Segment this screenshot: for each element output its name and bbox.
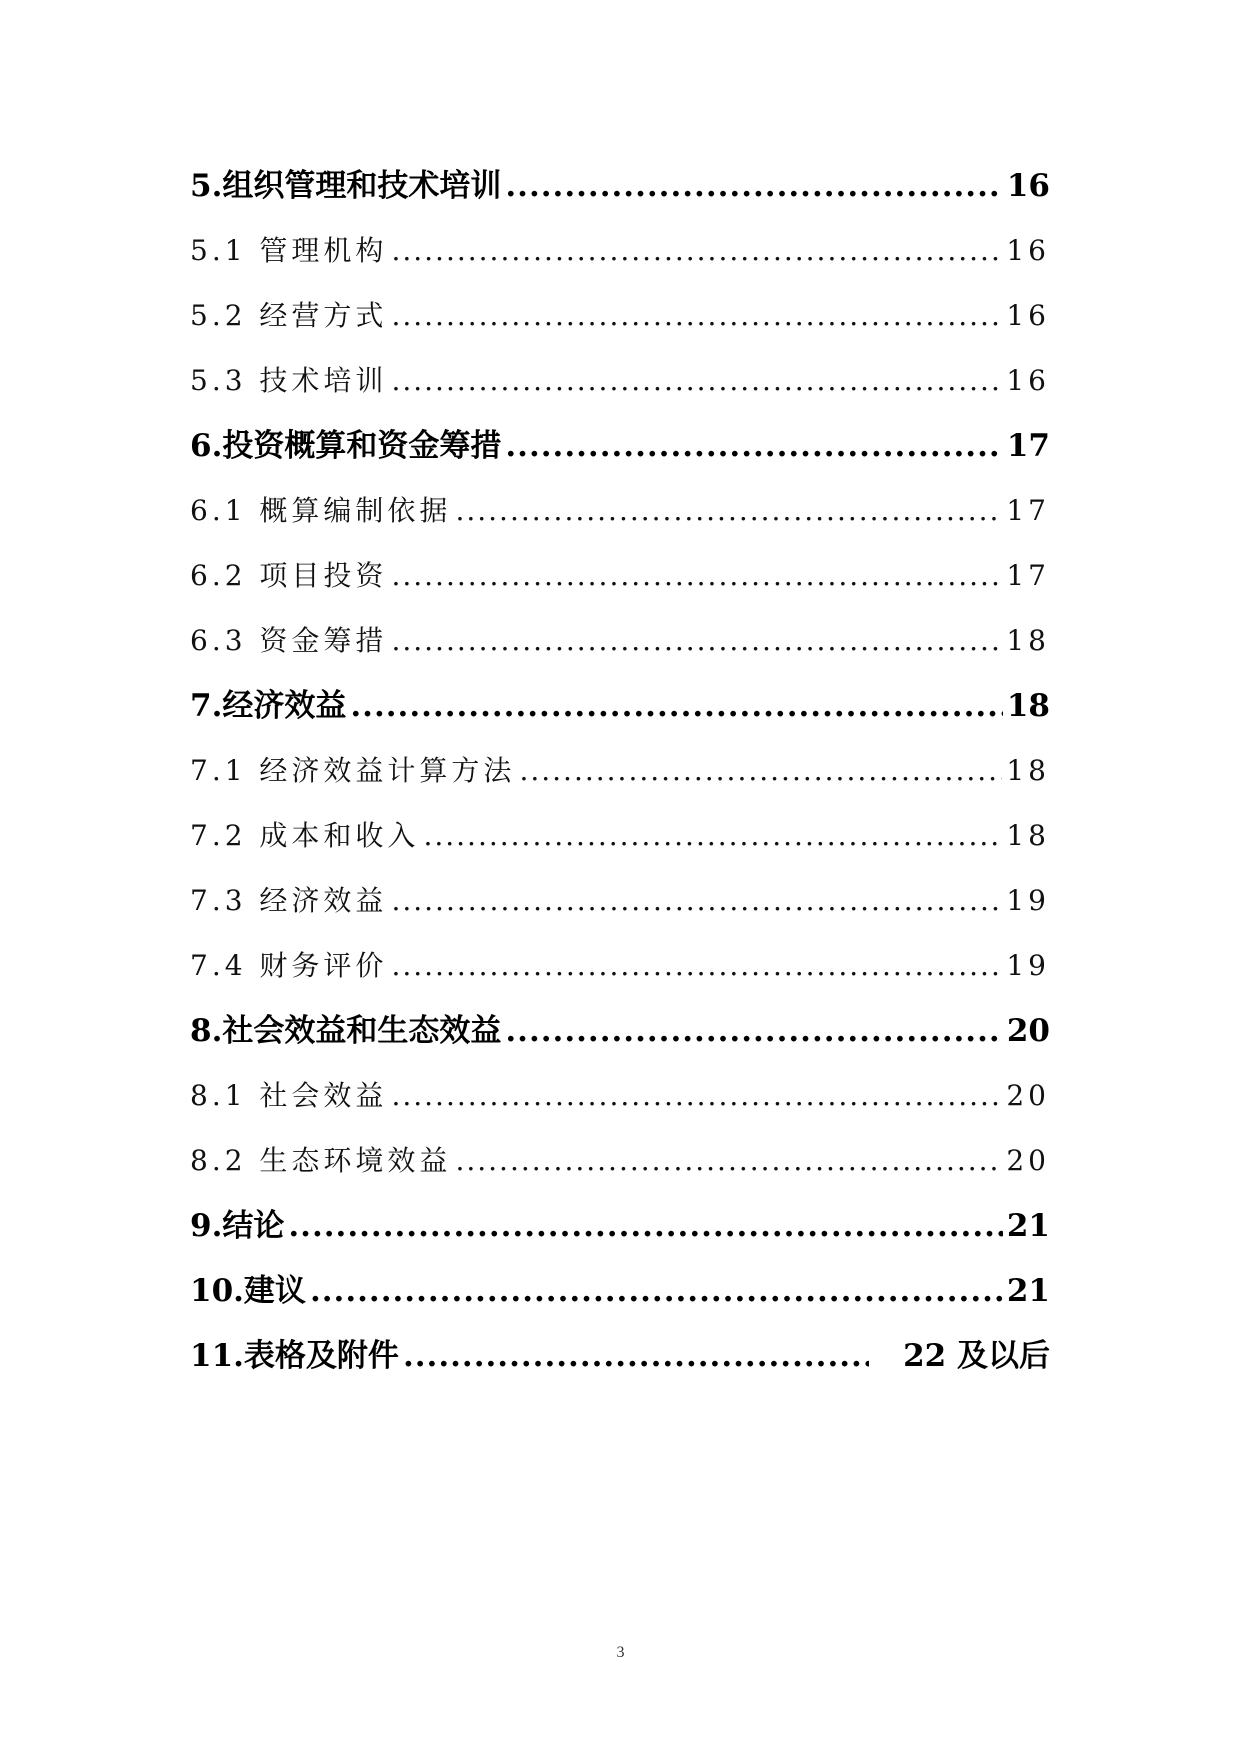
toc-entry-7-4[interactable] [190, 938, 1050, 1003]
toc-dot-leader [519, 743, 1002, 799]
toc-entry-page: 18 [1006, 688, 1050, 724]
toc-entry-10[interactable] [190, 1263, 1050, 1328]
toc-entry-page: 19 [1006, 884, 1050, 917]
toc-dot-leader [505, 1003, 1002, 1059]
toc-dot-leader [391, 613, 1002, 669]
toc-entry-title: 8.1 社会效益 [190, 1079, 388, 1112]
toc-entry-title: 5.组织管理和技术培训 [190, 168, 502, 204]
toc-entry-page: 18 [1006, 624, 1050, 657]
toc-entry-6[interactable] [190, 418, 1050, 483]
toc-entry-8-1[interactable] [190, 1068, 1050, 1133]
toc-entry-title: 5.1 管理机构 [190, 234, 388, 267]
toc-entry-page: 20 [1006, 1013, 1050, 1049]
toc-entry-title: 7.3 经济效益 [190, 884, 388, 917]
toc-dot-leader [403, 1328, 869, 1384]
toc-dot-leader [310, 1263, 1003, 1319]
toc-entry-page: 20 [1006, 1144, 1050, 1177]
toc-dot-leader [391, 288, 1002, 344]
toc-entry-page: 16 [1006, 168, 1050, 204]
toc-entry-title: 6.2 项目投资 [190, 559, 388, 592]
toc-dot-leader [391, 353, 1002, 409]
toc-entry-page: 21 [1006, 1208, 1050, 1244]
table-of-contents [190, 158, 1050, 1393]
toc-entry-page: 19 [1006, 949, 1050, 982]
toc-entry-7-3[interactable] [190, 873, 1050, 938]
toc-entry-11[interactable] [190, 1328, 1050, 1393]
toc-entry-title: 7.1 经济效益计算方法 [190, 754, 516, 787]
toc-entry-page: 16 [1006, 234, 1050, 267]
toc-entry-title: 7.2 成本和收入 [190, 819, 420, 852]
toc-entry-page: 18 [1006, 819, 1050, 852]
toc-entry-title: 6.投资概算和资金筹措 [190, 428, 502, 464]
toc-entry-6-2[interactable] [190, 548, 1050, 613]
toc-dot-leader [505, 418, 1002, 474]
toc-entry-7-2[interactable] [190, 808, 1050, 873]
toc-entry-title: 11.表格及附件 [190, 1338, 399, 1374]
toc-dot-leader [391, 873, 1002, 929]
toc-dot-leader [455, 483, 1002, 539]
toc-entry-page: 22 及以后 [903, 1338, 1050, 1374]
toc-dot-leader [391, 548, 1002, 604]
toc-dot-leader [455, 1133, 1002, 1189]
toc-entry-page: 17 [1006, 559, 1050, 592]
toc-entry-page: 16 [1006, 299, 1050, 332]
toc-dot-leader [350, 678, 1002, 734]
toc-entry-title: 5.3 技术培训 [190, 364, 388, 397]
toc-dot-leader [505, 158, 1002, 214]
toc-entry-5[interactable] [190, 158, 1050, 223]
toc-entry-title: 8.2 生态环境效益 [190, 1144, 452, 1177]
toc-entry-page: 17 [1006, 428, 1050, 464]
toc-entry-5-2[interactable] [190, 288, 1050, 353]
toc-entry-title: 8.社会效益和生态效益 [190, 1013, 502, 1049]
toc-entry-page: 18 [1006, 754, 1050, 787]
toc-entry-7-1[interactable] [190, 743, 1050, 808]
toc-dot-leader [288, 1198, 1002, 1254]
toc-dot-leader [391, 223, 1002, 279]
toc-dot-leader [423, 808, 1002, 864]
toc-entry-5-3[interactable] [190, 353, 1050, 418]
toc-entry-page: 16 [1006, 364, 1050, 397]
toc-dot-leader [391, 1068, 1002, 1124]
toc-entry-5-1[interactable] [190, 223, 1050, 288]
toc-entry-title: 6.1 概算编制依据 [190, 494, 452, 527]
toc-entry-8-2[interactable] [190, 1133, 1050, 1198]
toc-entry-9[interactable] [190, 1198, 1050, 1263]
toc-entry-page: 20 [1006, 1079, 1050, 1112]
toc-entry-8[interactable] [190, 1003, 1050, 1068]
toc-entry-title: 9.结论 [190, 1208, 285, 1244]
toc-entry-page: 17 [1006, 494, 1050, 527]
page-number: 3 [616, 1644, 625, 1661]
toc-entry-title: 10.建议 [190, 1273, 306, 1309]
toc-entry-page: 21 [1006, 1273, 1050, 1309]
toc-entry-title: 6.3 资金筹措 [190, 624, 388, 657]
toc-entry-6-1[interactable] [190, 483, 1050, 548]
toc-entry-title: 5.2 经营方式 [190, 299, 388, 332]
toc-entry-6-3[interactable] [190, 613, 1050, 678]
toc-entry-title: 7.4 财务评价 [190, 949, 388, 982]
toc-entry-7[interactable] [190, 678, 1050, 743]
toc-dot-leader [391, 938, 1002, 994]
toc-entry-title: 7.经济效益 [190, 688, 347, 724]
